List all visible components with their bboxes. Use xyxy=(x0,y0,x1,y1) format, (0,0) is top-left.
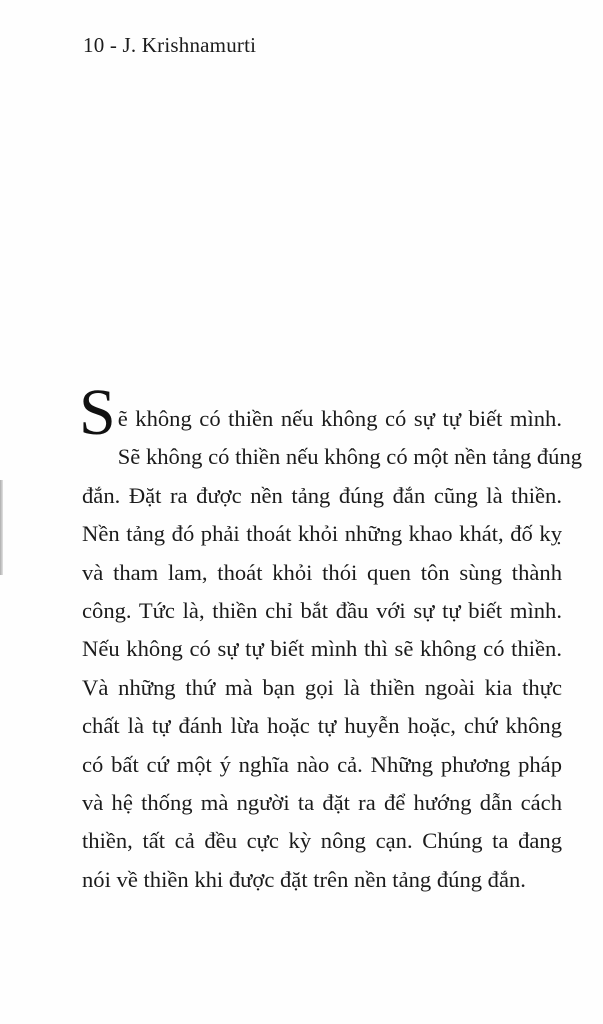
text-line: công. Tức là, thiền chỉ bắt đầu với sự tự biết mình. xyxy=(82,597,562,623)
text-line: và tham lam, thoát khỏi thói quen tôn sùng thành xyxy=(82,559,562,585)
running-header xyxy=(83,33,256,58)
first-line-text: ẽ không có thiền nếu không có sự tự biết mình. xyxy=(117,406,562,431)
text-line: nói về thiền khi được đặt trên nền tảng đúng đắn. xyxy=(82,866,526,892)
header-separator: - xyxy=(104,33,123,57)
paragraph-first-line xyxy=(79,376,562,449)
text-line: Sẽ không có thiền nếu không có một nền tảng đúng xyxy=(117,444,583,470)
text-line: Nếu không có sự tự biết mình thì sẽ không có thiền. xyxy=(82,636,562,662)
bleed-through-texture xyxy=(210,333,590,361)
drop-cap: S xyxy=(79,376,116,449)
page-number: 10 xyxy=(83,33,105,57)
body-paragraph xyxy=(79,376,583,899)
text-line: đắn. Đặt ra được nền tảng đúng đắn cũng là thiền. xyxy=(82,482,562,508)
text-line: và hệ thống mà người ta đặt ra để hướng dẫn cách xyxy=(82,789,562,815)
running-title: J. Krishnamurti xyxy=(122,33,257,57)
text-line: Nền tảng đó phải thoát khỏi những khao khát, đố kỵ xyxy=(82,521,562,547)
page-binding-shadow xyxy=(0,480,3,575)
text-line: Và những thứ mà bạn gọi là thiền ngoài kia thực xyxy=(82,674,562,700)
text-line: có bất cứ một ý nghĩa nào cả. Những phương pháp xyxy=(82,751,562,777)
text-line: thiền, tất cả đều cực kỳ nông cạn. Chúng ta đang xyxy=(82,828,562,854)
text-line: chất là tự đánh lừa hoặc tự huyễn hoặc, chứ không xyxy=(82,713,562,739)
